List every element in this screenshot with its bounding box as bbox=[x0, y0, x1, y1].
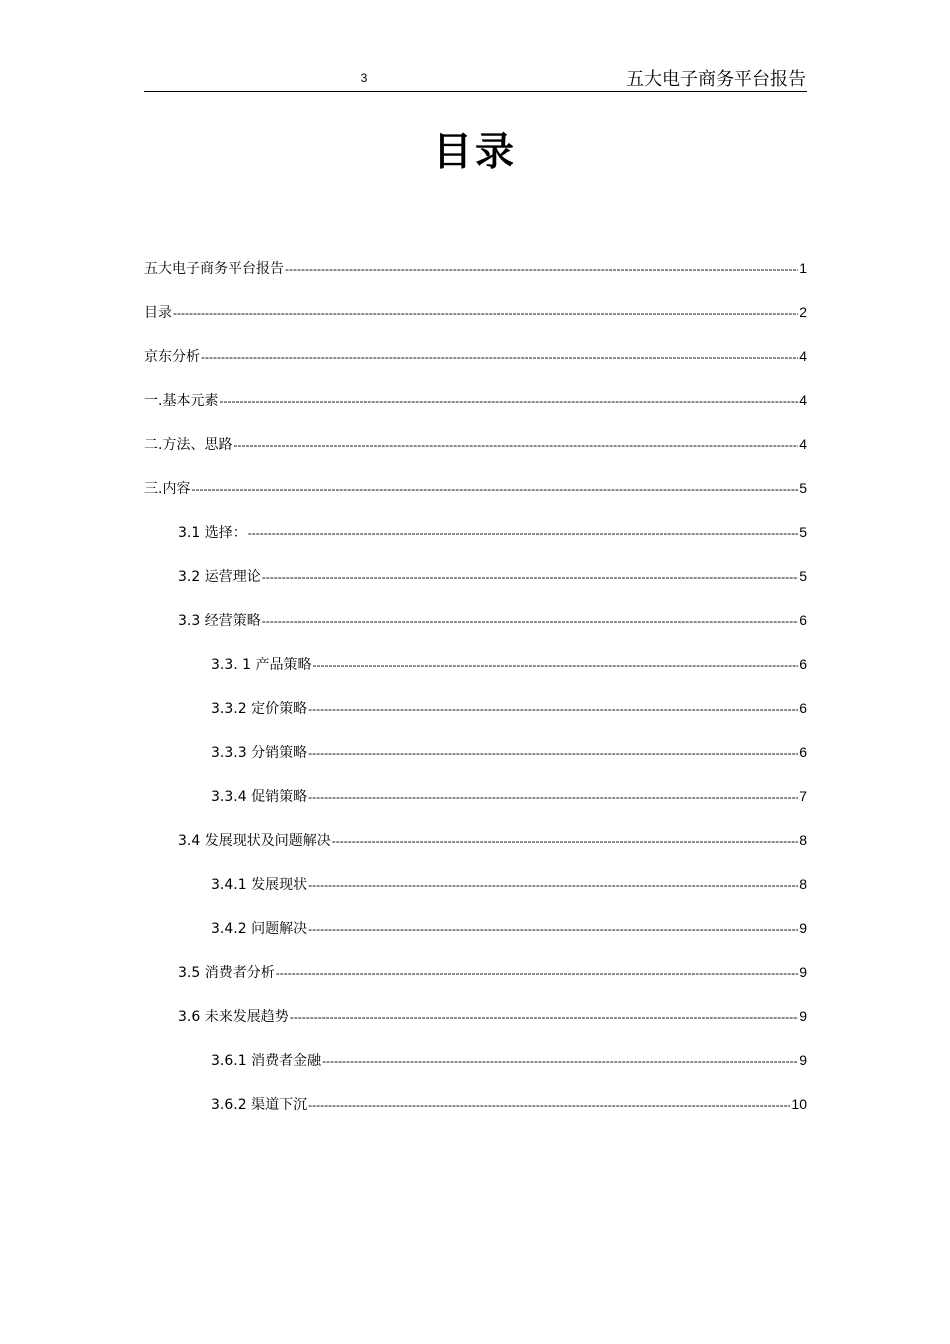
toc-dash-leader bbox=[308, 919, 798, 939]
toc-entry-page-number: 2 bbox=[799, 304, 807, 320]
toc-dash-leader bbox=[233, 435, 798, 455]
toc-entry[interactable] bbox=[144, 258, 807, 302]
toc-entry-page-number: 4 bbox=[799, 436, 807, 452]
toc-dash-leader bbox=[308, 699, 798, 719]
toc-entry[interactable] bbox=[144, 742, 807, 786]
toc-entry-text: 3.4.2 问题解决 bbox=[211, 921, 308, 937]
toc-entry[interactable] bbox=[144, 918, 807, 962]
toc-entry-text: 3.4.1 发展现状 bbox=[211, 877, 308, 893]
toc-dash-leader bbox=[308, 875, 798, 895]
toc-entry[interactable] bbox=[144, 1006, 807, 1050]
toc-entry[interactable] bbox=[144, 522, 807, 566]
toc-entry[interactable] bbox=[144, 434, 807, 478]
toc-entry-page-number: 6 bbox=[799, 612, 807, 628]
toc-entry[interactable] bbox=[144, 1050, 807, 1094]
toc-entry-page-number: 9 bbox=[799, 1052, 807, 1068]
page-number: 3 bbox=[360, 71, 368, 85]
toc-entry[interactable] bbox=[144, 478, 807, 522]
toc-entry[interactable] bbox=[144, 698, 807, 742]
toc-entry-text: 目录 bbox=[144, 305, 172, 321]
toc-entry[interactable] bbox=[144, 654, 807, 698]
toc-entry-page-number: 6 bbox=[799, 700, 807, 716]
toc-entry[interactable] bbox=[144, 346, 807, 390]
toc-entry-text: 一.基本元素 bbox=[144, 393, 219, 409]
toc-entry[interactable] bbox=[144, 830, 807, 874]
toc-dash-leader bbox=[290, 1007, 798, 1027]
toc-entry-text: 三.内容 bbox=[144, 481, 191, 497]
toc-entry-text: 3.3.3 分销策略 bbox=[211, 745, 308, 761]
toc-entry-page-number: 10 bbox=[791, 1096, 807, 1112]
toc-entry-page-number: 5 bbox=[799, 568, 807, 584]
header-divider bbox=[144, 91, 807, 92]
table-of-contents bbox=[144, 258, 807, 1138]
toc-entry-page-number: 4 bbox=[799, 348, 807, 364]
toc-entry-text: 3.6 未来发展趋势 bbox=[178, 1009, 289, 1025]
toc-entry[interactable] bbox=[144, 610, 807, 654]
toc-entry[interactable] bbox=[144, 390, 807, 434]
toc-dash-leader bbox=[308, 1095, 790, 1115]
header-document-title: 五大电子商务平台报告 bbox=[626, 69, 806, 90]
toc-entry-text: 3.5 消费者分析 bbox=[178, 965, 275, 981]
toc-entry-page-number: 9 bbox=[799, 920, 807, 936]
toc-entry-page-number: 6 bbox=[799, 656, 807, 672]
toc-entry-page-number: 7 bbox=[799, 788, 807, 804]
toc-entry-page-number: 4 bbox=[799, 392, 807, 408]
toc-dash-leader bbox=[313, 655, 799, 675]
toc-entry-text: 3.3.4 促销策略 bbox=[211, 789, 308, 805]
toc-entry-text: 3.6.1 消费者金融 bbox=[211, 1053, 322, 1069]
toc-entry[interactable] bbox=[144, 1094, 807, 1138]
toc-entry-page-number: 9 bbox=[799, 1008, 807, 1024]
toc-entry[interactable] bbox=[144, 302, 807, 346]
toc-entry-text: 五大电子商务平台报告 bbox=[144, 261, 284, 277]
toc-entry-page-number: 8 bbox=[799, 832, 807, 848]
toc-entry[interactable] bbox=[144, 874, 807, 918]
toc-entry-text: 3.3 经营策略 bbox=[178, 613, 261, 629]
toc-dash-leader bbox=[308, 743, 798, 763]
toc-entry-text: 京东分析 bbox=[144, 349, 200, 365]
toc-entry-page-number: 8 bbox=[799, 876, 807, 892]
toc-dash-leader bbox=[308, 787, 798, 807]
toc-dash-leader bbox=[332, 831, 798, 851]
toc-dash-leader bbox=[173, 303, 798, 323]
toc-dash-leader bbox=[248, 523, 798, 543]
toc-dash-leader bbox=[201, 347, 798, 367]
toc-entry-page-number: 6 bbox=[799, 744, 807, 760]
toc-entry[interactable] bbox=[144, 566, 807, 610]
toc-dash-leader bbox=[219, 391, 798, 411]
toc-dash-leader bbox=[322, 1051, 798, 1071]
toc-dash-leader bbox=[276, 963, 798, 983]
toc-entry-page-number: 9 bbox=[799, 964, 807, 980]
toc-dash-leader bbox=[191, 479, 798, 499]
toc-entry-page-number: 5 bbox=[799, 524, 807, 540]
toc-entry-page-number: 5 bbox=[799, 480, 807, 496]
toc-title: 目录 bbox=[432, 130, 517, 175]
toc-dash-leader bbox=[262, 611, 798, 631]
toc-dash-leader bbox=[285, 259, 798, 279]
toc-entry-text: 二.方法、思路 bbox=[144, 437, 233, 453]
toc-dash-leader bbox=[262, 567, 798, 587]
toc-entry-text: 3.6.2 渠道下沉 bbox=[211, 1097, 308, 1113]
toc-entry-text: 3.1 选择： bbox=[178, 525, 247, 541]
toc-entry[interactable] bbox=[144, 786, 807, 830]
toc-entry[interactable] bbox=[144, 962, 807, 1006]
toc-entry-text: 3.4 发展现状及问题解决 bbox=[178, 833, 331, 849]
toc-entry-page-number: 1 bbox=[799, 260, 807, 276]
toc-entry-text: 3.3.2 定价策略 bbox=[211, 701, 308, 717]
toc-entry-text: 3.2 运营理论 bbox=[178, 569, 261, 585]
toc-entry-text: 3.3. 1 产品策略 bbox=[211, 657, 312, 673]
